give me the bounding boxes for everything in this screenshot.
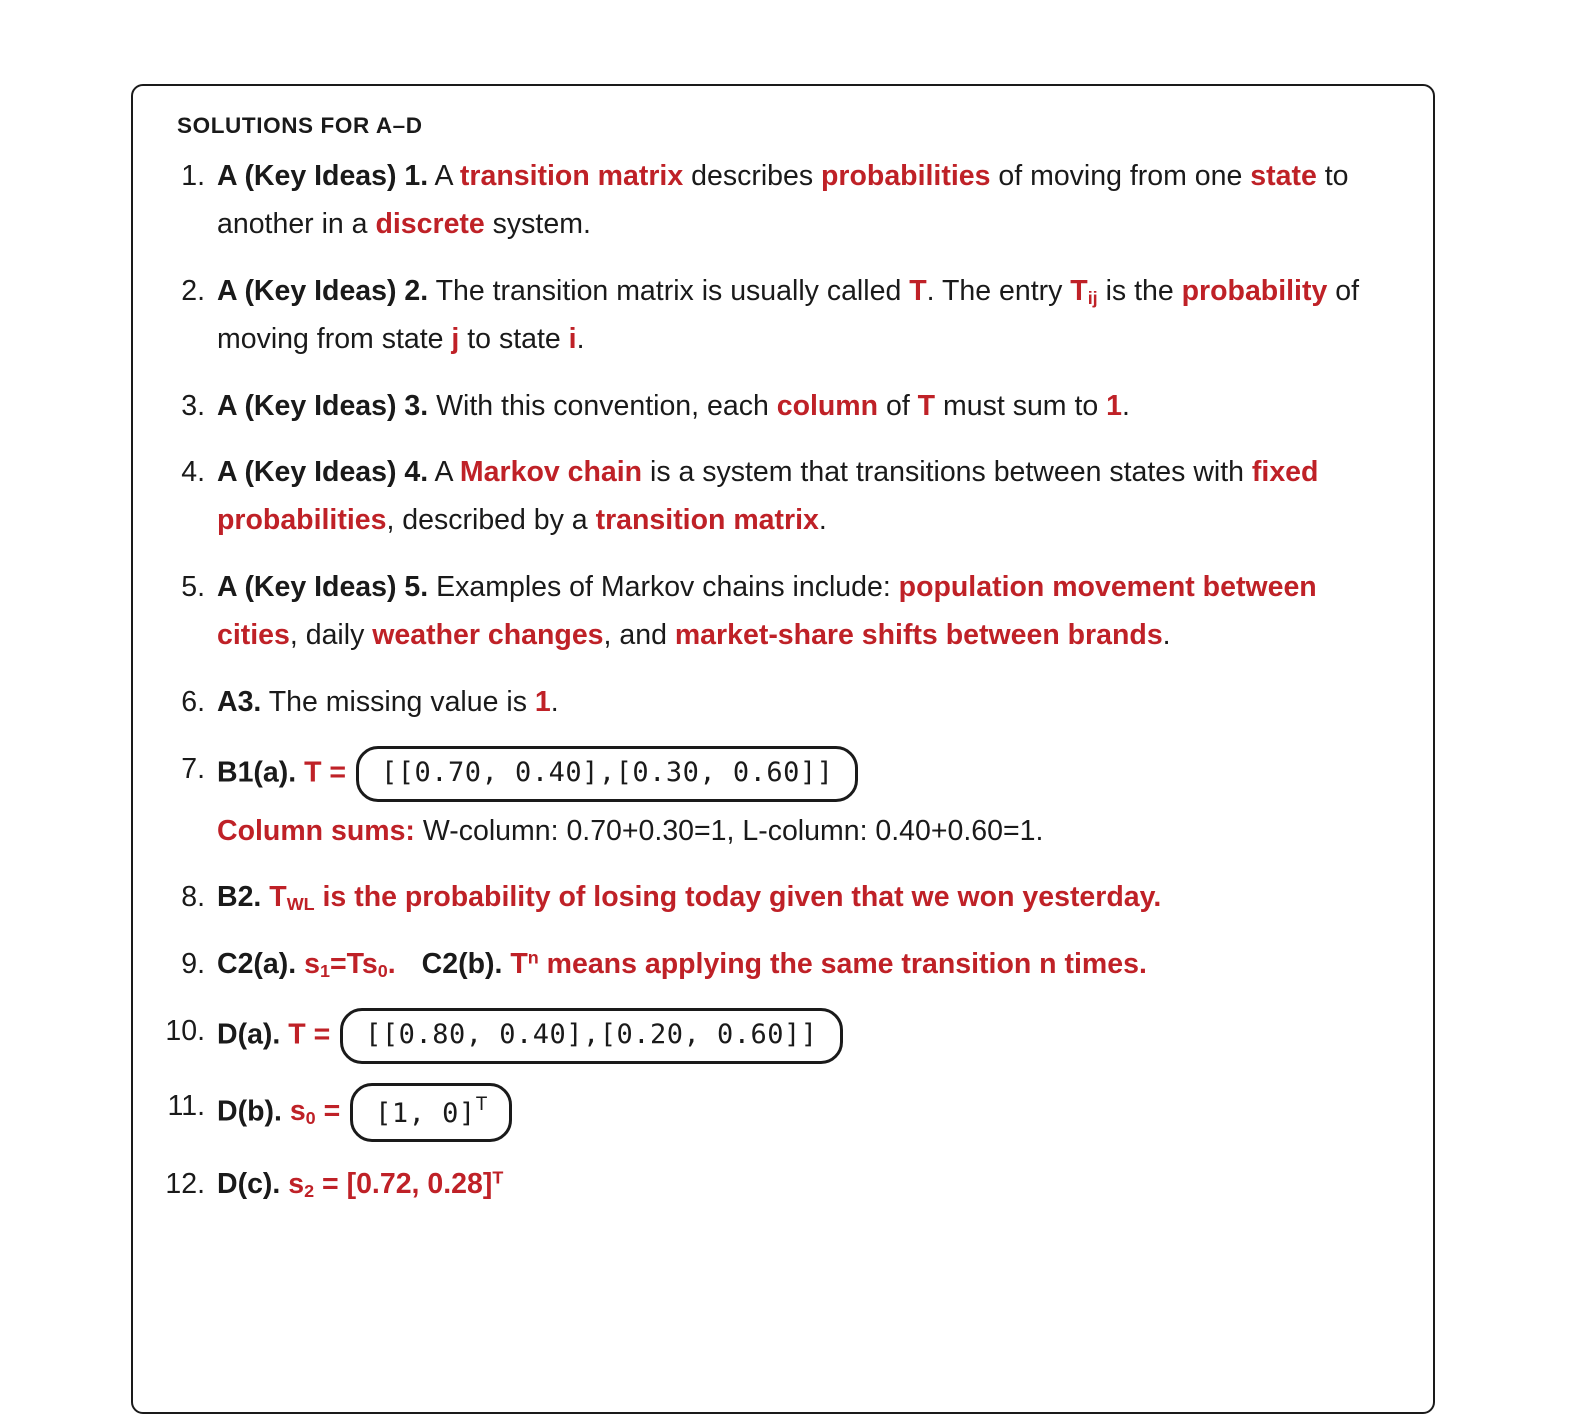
symbol-subscript: 0 — [377, 961, 388, 982]
item-text-seg: . — [818, 504, 827, 537]
solutions-list — [155, 153, 1399, 1209]
column-sums-line — [217, 808, 1399, 856]
highlight-term: i — [568, 322, 577, 355]
item-label: A (Key Ideas) 5. — [217, 571, 429, 604]
highlight-term: T — [909, 274, 927, 307]
page-title: SOLUTIONS FOR A–D — [177, 113, 423, 138]
list-item — [155, 1161, 1399, 1209]
symbol-base: T — [269, 881, 287, 914]
highlight-term: weather changes — [372, 619, 604, 651]
solutions-card — [131, 84, 1435, 1414]
equation-text: means applying the same transition n times. — [538, 948, 1147, 981]
symbol-subscript: 1 — [319, 961, 330, 982]
list-item — [155, 268, 1399, 364]
highlight-term: Markov chain — [459, 456, 643, 489]
list-item — [155, 449, 1399, 545]
equation-end: . — [387, 948, 396, 981]
item-text-seg: to another in a — [217, 160, 1349, 240]
highlight-term: state — [1250, 160, 1317, 192]
item-text-seg: . — [550, 685, 559, 718]
highlight-term: probabilities — [821, 160, 991, 192]
transpose-superscript: T — [475, 1093, 488, 1115]
list-item — [155, 746, 1399, 856]
item-label: D(c). — [217, 1168, 281, 1201]
column-sums-label: Column sums: — [217, 814, 415, 847]
item-text-seg: system. — [484, 207, 591, 240]
vector-value: [1, 0] — [375, 1097, 476, 1129]
item-text-seg: of moving from one — [990, 160, 1251, 192]
item-text-seg: The missing value is — [261, 685, 535, 718]
symbol-base: T — [1070, 274, 1088, 307]
column-sums-text: W-column: 0.70+0.30=1, L-column: 0.40+0.60=1. — [414, 814, 1044, 847]
list-item — [155, 874, 1399, 922]
symbol-subscript: 0 — [305, 1108, 316, 1129]
highlight-term: fixed probabilities — [217, 456, 1319, 537]
highlight-term: j — [451, 322, 460, 355]
item-text-seg: With this convention, each — [428, 389, 777, 422]
equation-equals: = — [315, 1095, 341, 1128]
item-text-seg: . — [576, 322, 585, 355]
item-text-seg: is the — [1097, 274, 1182, 307]
item-text-seg: is the probability of losing today given that we won yesterday. — [314, 881, 1162, 914]
highlight-term: probability — [1181, 274, 1328, 307]
list-item — [155, 153, 1399, 249]
highlight-term: population movement between cities — [217, 571, 1317, 651]
equation-middle: =Ts — [329, 948, 378, 981]
item-text-seg: , and — [603, 619, 675, 651]
list-item — [155, 383, 1399, 431]
item-label: A (Key Ideas) 2. — [217, 274, 429, 307]
list-item — [155, 1083, 1399, 1143]
equation-state-two — [288, 1168, 503, 1200]
symbol-base: T — [510, 948, 528, 981]
matrix-value-box: [[0.70, 0.40],[0.30, 0.60]] — [356, 746, 858, 802]
symbol-base: s — [288, 1168, 305, 1201]
item-text-seg: describes — [683, 160, 822, 192]
transpose-superscript: T — [492, 1168, 504, 1189]
item-text-seg: A — [428, 456, 460, 489]
item-text-seg: , described by a — [386, 504, 596, 537]
item-label-a: C2(a). — [217, 948, 297, 981]
item-text-seg: to state — [459, 322, 569, 355]
symbol-base: s — [289, 1095, 306, 1128]
item-text-seg: Examples of Markov chains include: — [428, 571, 899, 604]
symbol-base: s — [304, 948, 320, 981]
symbol-superscript: n — [527, 947, 539, 968]
item-label: D(a). — [217, 1018, 281, 1051]
highlight-term: column — [776, 389, 879, 422]
item-label: D(b). — [217, 1095, 282, 1128]
highlight-term: T — [917, 389, 936, 422]
item-text-seg: The transition matrix is usually called — [428, 274, 910, 307]
highlight-term: market-share shifts between brands — [674, 619, 1163, 651]
item-label: B1(a). — [217, 756, 297, 789]
highlight-term: discrete — [375, 207, 485, 240]
highlight-term: transition matrix — [459, 160, 684, 192]
item-text-seg: is a system that transitions between states with — [642, 456, 1252, 489]
item-label: A (Key Ideas) 1. — [217, 160, 429, 192]
item-text-seg: must sum to — [935, 389, 1107, 422]
item-label: A (Key Ideas) 4. — [217, 456, 429, 489]
item-label: B2. — [217, 881, 262, 914]
item-text-seg: of — [878, 389, 918, 422]
list-item — [155, 564, 1399, 660]
list-item — [155, 1008, 1399, 1064]
equation-lhs: T = — [304, 756, 347, 789]
matrix-entry-symbol — [1070, 275, 1097, 307]
symbol-subscript: ij — [1087, 287, 1098, 308]
item-label: A (Key Ideas) 3. — [217, 389, 429, 422]
matrix-value-box: [[0.80, 0.40],[0.20, 0.60]] — [340, 1008, 842, 1064]
highlight-term: transition matrix — [595, 504, 819, 537]
item-text-seg: A — [428, 160, 460, 192]
equation-lhs — [290, 1095, 340, 1127]
item-text-seg: , daily — [289, 619, 373, 651]
equation-state-update — [304, 948, 396, 980]
item-text-seg: of moving from state — [217, 274, 1360, 355]
item-text-seg: . The entry — [926, 274, 1071, 307]
equation-middle: = [0.72, 0.28] — [314, 1168, 493, 1201]
item-text-seg: . — [1162, 619, 1171, 651]
highlight-term: 1 — [534, 685, 551, 718]
vector-value-box — [350, 1083, 512, 1143]
symbol-subscript: 2 — [304, 1181, 315, 1202]
list-item — [155, 679, 1399, 727]
item-label-b: C2(b). — [421, 948, 503, 981]
symbol-subscript: WL — [286, 894, 315, 915]
item-text-seg: . — [1122, 389, 1130, 422]
equation-power — [510, 948, 1147, 980]
list-item — [155, 941, 1399, 989]
highlight-term: 1 — [1106, 389, 1122, 422]
transition-symbol — [269, 881, 314, 913]
equation-lhs: T = — [288, 1018, 331, 1051]
item-label: A3. — [217, 685, 262, 718]
